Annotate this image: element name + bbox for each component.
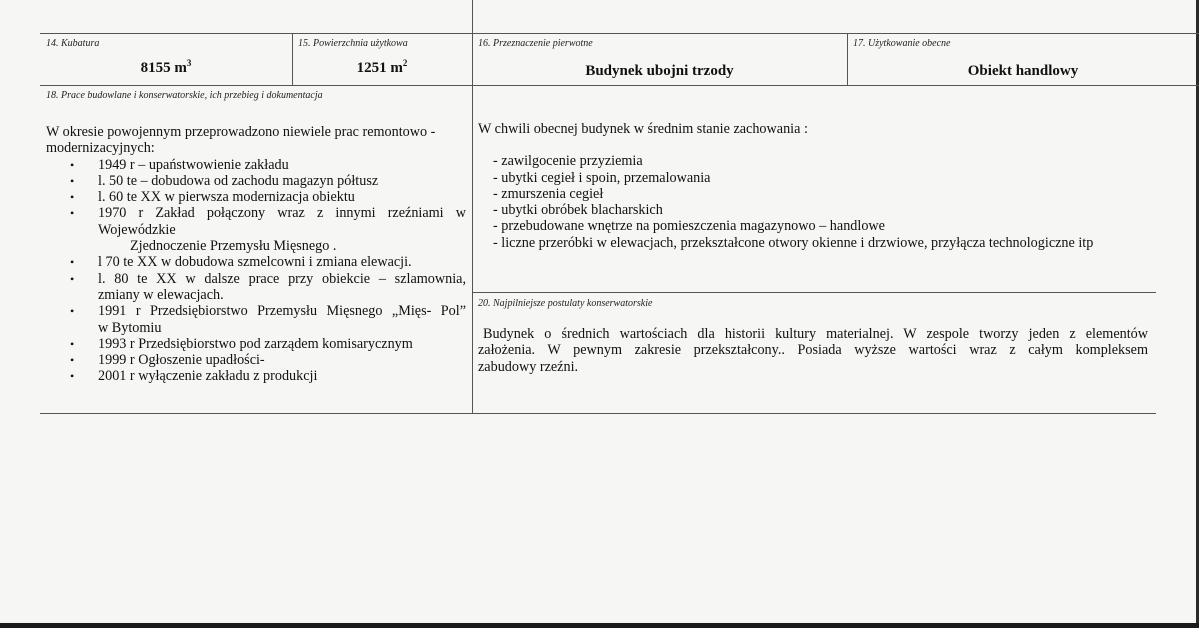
scan-bottom-edge [0,623,1199,628]
section18-intro-line2: modernizacyjnych: [46,140,155,157]
section18-body [46,124,466,385]
condition-item: - zmurszenia cegieł [493,185,604,202]
list-item: • l. 80 te XX w dalsze prace przy obiekcie – szlamownia, [46,271,466,287]
condition-body [478,121,1148,251]
col-divider-2 [472,33,473,413]
section20-label: 20. Najpilniejsze postulaty konserwatorskie [478,298,653,309]
spacer [478,137,1148,153]
condition-item: - liczne przeróbki w elewacjach, przekształcone otwory okienne i drzwiowe, przyłącza technologiczne itp [493,234,1094,251]
condition-item: - ubytki obróbek blacharskich [493,202,663,219]
condition-item: - przebudowane wnętrze na pomieszczenia magazynowo – handlowe [493,218,885,235]
list-item: • l 70 te XX w dobudowa szmelcowni i zmiana elewacji. [46,254,466,270]
list-item: • l. 50 te – dobudowa od zachodu magazyn półtusz [46,173,466,189]
section18-list-4 [46,336,466,385]
list-item-continuation: Wojewódzkie [98,221,176,238]
list-item-continuation: Zjednoczenie Przemysłu Mięsnego . [130,238,337,255]
list-item-continuation: w Bytomiu [98,319,162,336]
top-divider [472,0,473,33]
condition-item: - ubytki cegieł i spoin, przemalowania [493,169,711,186]
section18-intro-line1: W okresie powojennym przeprowadzono niewiele prac remontowo - [46,124,436,140]
kubatura-value: 8155 $m^3$ [140,58,192,76]
table-top-border [40,33,1199,34]
list-item: • 1993 r Przedsiębiorstwo pod zarządem komisarycznym [46,336,466,352]
section20-body [478,326,1148,375]
section20-line1: Budynek o średnich wartościach dla historii kultury materialnej. W zespole tworzy jeden z elementów [483,326,1148,342]
list-item: • l. 60 te XX w pierwsza modernizacja obiektu [46,189,466,205]
list-item: • 1949 r – upaństwowienie zakładu [46,157,466,173]
section20-line3: zabudowy rzeźni. [478,358,579,375]
kubatura-label: 14. Kubatura [46,38,100,49]
uzytkowanie-value: Obiekt handlowy [967,63,1079,79]
table-bottom-border [40,413,1156,414]
powierzchnia-label: 15. Powierzchnia użytkowa [298,38,408,49]
list-item: • 1970 r Zakład połączony wraz z innymi rzeźniami w [46,205,466,221]
section20-line2: założenia. W pewnym zakresie przekształcony.. Posiada wyższe wartości wraz z całym kompleksem [478,342,1148,359]
col-divider-1 [292,33,293,85]
condition-item: - zawilgocenie przyziemia [493,153,643,170]
powierzchnia-value: 1251 $m^2$ [356,58,408,76]
list-item: • 1991 r Przedsiębiorstwo Przemysłu Mięsnego „Mięs- Pol” [46,303,466,319]
przeznaczenie-label: 16. Przeznaczenie pierwotne [478,38,593,49]
przeznaczenie-value: Budynek ubojni trzody [585,63,734,79]
condition-intro: W chwili obecnej budynek w średnim stanie zachowania : [478,121,808,137]
list-item: • 1999 r Ogłoszenie upadłości- [46,352,466,368]
row-divider-2 [472,292,1156,293]
section18-list-2 [46,254,466,287]
list-item-continuation: zmiany w elewacjach. [98,286,224,303]
list-item: • 2001 r wyłączenie zakładu z produkcji [46,368,466,384]
row-divider-1 [40,85,1199,86]
uzytkowanie-label: 17. Użytkowanie obecne [853,38,951,49]
section18-list-3 [46,303,466,319]
section18-label: 18. Prace budowlane i konserwatorskie, ich przebieg i dokumentacja [46,90,323,101]
section18-list [46,157,466,222]
